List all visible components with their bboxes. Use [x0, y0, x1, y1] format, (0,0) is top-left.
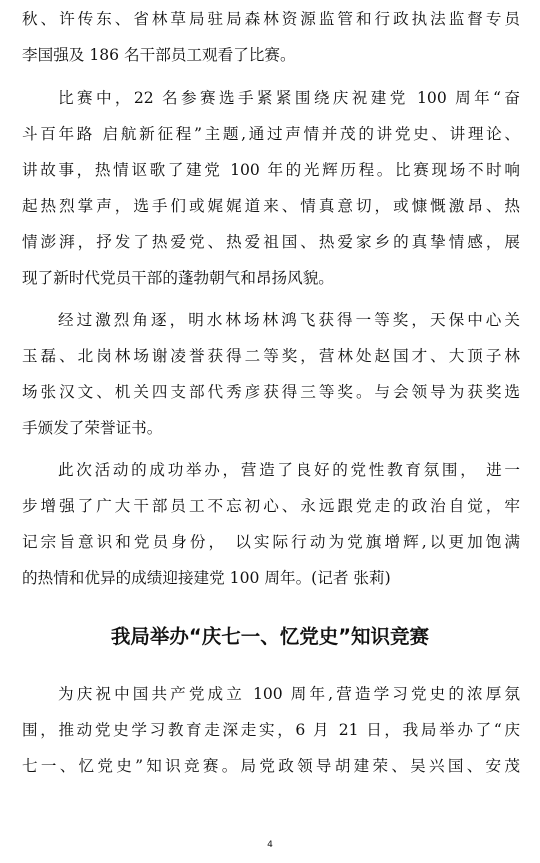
text-line: 的热情和优异的成绩迎接建党 100 周年。(记者 张莉)	[22, 569, 391, 587]
text-line: 斗百年路 启航新征程”主题,通过声情并茂的讲党史、讲理论、	[22, 125, 520, 143]
text-line: 经过激烈角逐，明水林场林鸿飞获得一等奖，天保中心关	[58, 311, 520, 329]
page-number: 4	[267, 840, 273, 850]
text-line: 玉磊、北岗林场谢凌誉获得二等奖，营林处赵国才、大顶子林	[22, 347, 520, 365]
text-line: 围，推动党史学习教育走深走实，6 月 21 日，我局举办了“庆	[22, 721, 520, 739]
text-line: 记宗旨意识和党员身份， 以实际行动为党旗增辉,以更加饱满	[22, 533, 520, 551]
text-line: 步增强了广大干部员工不忘初心、永远跟党走的政治自觉，牢	[22, 497, 520, 515]
text-line: 情澎湃，抒发了热爱党、热爱祖国、热爱家乡的真挚情感，展	[22, 233, 520, 251]
text-line: 为庆祝中国共产党成立 100 周年,营造学习党史的浓厚氛	[58, 685, 520, 703]
text-line: 此次活动的成功举办，营造了良好的党性教育氛围， 进一	[58, 461, 520, 479]
text-line: 七一、忆党史”知识竞赛。局党政领导胡建荣、吴兴国、安茂	[22, 757, 520, 775]
text-line: 李国强及 186 名干部员工观看了比赛。	[22, 46, 296, 64]
section-heading: 我局举办“庆七一、忆党史”知识竞赛	[110, 625, 430, 648]
text-line: 讲故事，热情讴歌了建党 100 年的光辉历程。比赛现场不时响	[22, 161, 520, 179]
text-line: 场张汉文、机关四支部代秀彦获得三等奖。与会领导为获奖选	[22, 383, 520, 401]
text-line: 手颁发了荣誉证书。	[22, 419, 163, 437]
text-line: 现了新时代党员干部的蓬勃朝气和昂扬风貌。	[22, 269, 334, 287]
text-line: 起热烈掌声，选手们或娓娓道来、情真意切，或慷慨激昂、热	[22, 197, 520, 215]
text-line: 比赛中，22 名参赛选手紧紧围绕庆祝建党 100 周年“奋	[58, 89, 520, 107]
text-line: 秋、许传东、省林草局驻局森林资源监管和行政执法监督专员	[22, 10, 520, 28]
